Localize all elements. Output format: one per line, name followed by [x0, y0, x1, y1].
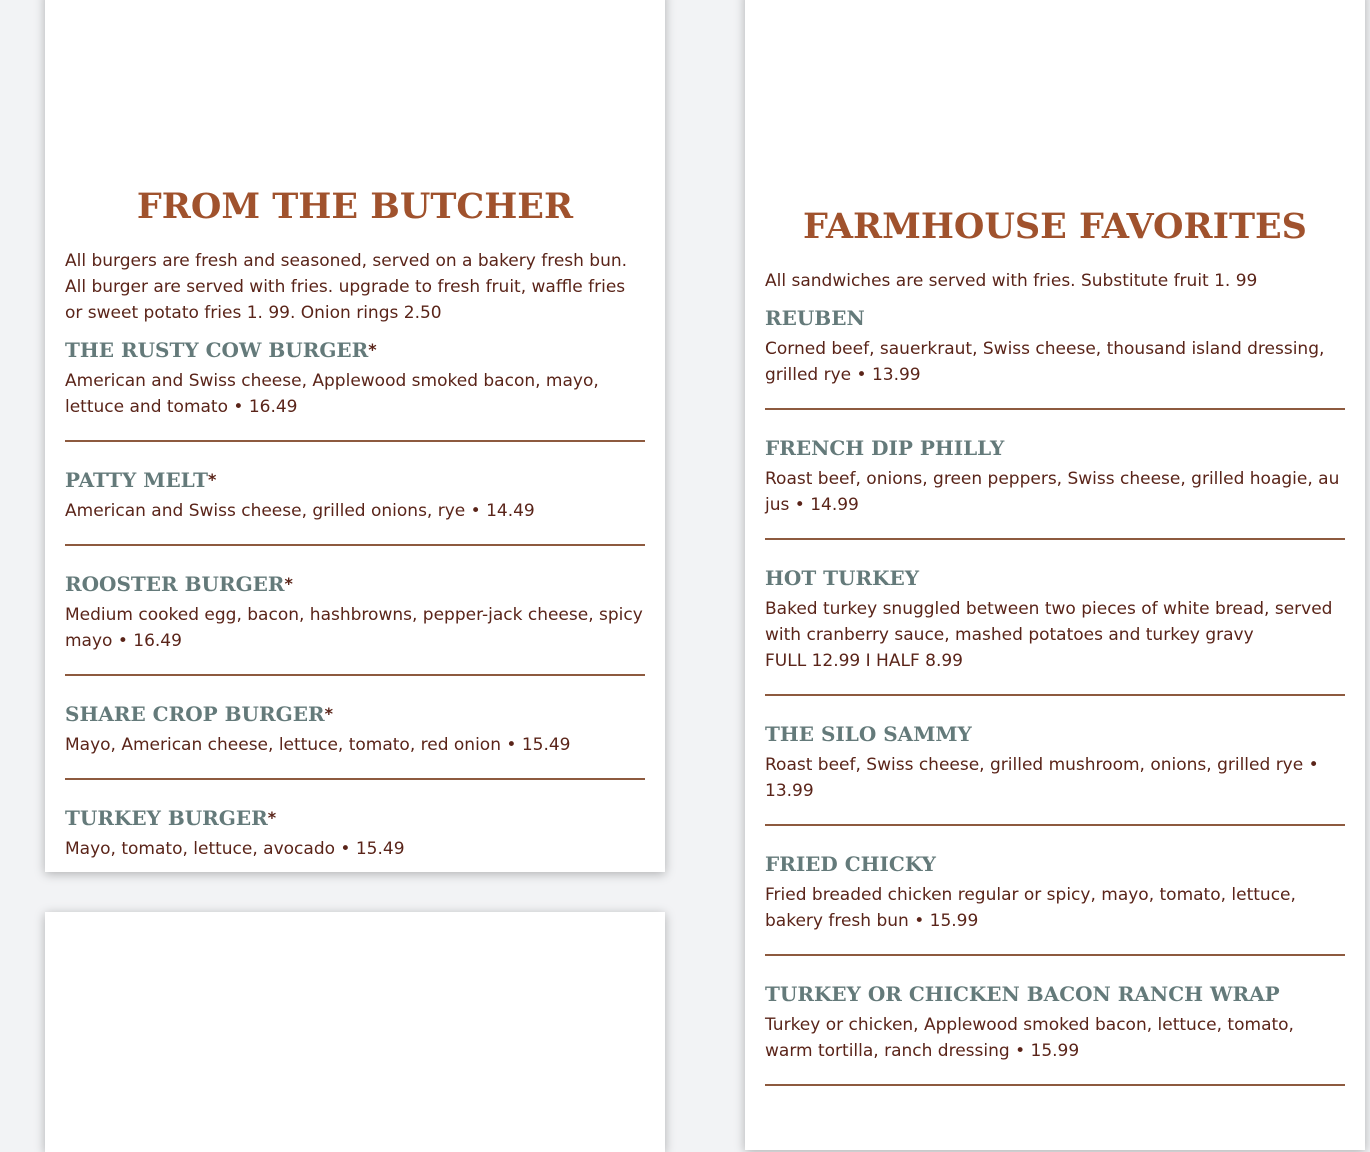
- divider: [65, 544, 645, 546]
- menu-item: [765, 980, 1345, 1064]
- menu-item-description: Mayo, tomato, lettuce, avocado • 15.49: [65, 839, 405, 859]
- menu-item-description: American and Swiss cheese, Applewood smoked bacon, mayo, lettuce and tomato • 16.49: [65, 371, 599, 417]
- menu-card-farmhouse: [745, 0, 1365, 1150]
- menu-card-empty: [45, 912, 665, 1152]
- menu-item-name: TURKEY OR CHICKEN BACON RANCH WRAP: [765, 982, 1280, 1006]
- menu-list-butcher: [65, 336, 645, 862]
- asterisk: *: [267, 808, 277, 827]
- menu-item-name: FRIED CHICKY: [765, 852, 936, 876]
- divider: [765, 694, 1345, 696]
- menu-item: [65, 700, 645, 758]
- menu-item: [765, 564, 1345, 674]
- divider: [765, 538, 1345, 540]
- menu-item: [765, 434, 1345, 518]
- menu-item-description: Baked turkey snuggled between two pieces of white bread, served with cranberry sauce, mashed potatoes and turkey gravy: [765, 599, 1333, 645]
- menu-item-description: Medium cooked egg, bacon, hashbrowns, pepper-jack cheese, spicy mayo • 16.49: [65, 605, 643, 651]
- menu-item: [65, 336, 645, 420]
- menu-item-name: TURKEY BURGER*: [65, 806, 277, 830]
- asterisk: *: [324, 704, 333, 723]
- asterisk: *: [368, 340, 377, 359]
- menu-item: [765, 304, 1345, 388]
- menu-item: [765, 720, 1345, 804]
- menu-item-description: Roast beef, onions, green peppers, Swiss cheese, grilled hoagie, au jus • 14.99: [765, 469, 1340, 515]
- menu-item-description: Turkey or chicken, Applewood smoked bacon, lettuce, tomato, warm tortilla, ranch dressing • 15.99: [765, 1015, 1294, 1061]
- menu-item: [765, 850, 1345, 934]
- menu-item-name: THE SILO SAMMY: [765, 722, 972, 746]
- menu-item-name: THE RUSTY COW BURGER*: [65, 338, 377, 362]
- section-title-farmhouse: FARMHOUSE FAVORITES: [803, 206, 1307, 247]
- section-intro-farmhouse: All sandwiches are served with fries. Substitute fruit 1. 99: [765, 271, 1258, 291]
- divider: [65, 778, 645, 780]
- divider: [765, 954, 1345, 956]
- menu-item: [65, 804, 645, 862]
- menu-item-name: HOT TURKEY: [765, 566, 920, 590]
- menu-item-description: Mayo, American cheese, lettuce, tomato, red onion • 15.49: [65, 735, 571, 755]
- divider: [65, 674, 645, 676]
- menu-item-name: PATTY MELT*: [65, 468, 217, 492]
- asterisk: *: [208, 470, 217, 489]
- menu-item-description: Fried breaded chicken regular or spicy, mayo, tomato, lettuce, bakery fresh bun • 15.99: [765, 885, 1296, 931]
- menu-item: [65, 466, 645, 524]
- asterisk: *: [284, 574, 293, 593]
- divider: [65, 440, 645, 442]
- menu-item-description: Corned beef, sauerkraut, Swiss cheese, thousand island dressing, grilled rye • 13.99: [765, 339, 1325, 385]
- menu-item-price: FULL 12.99 I HALF 8.99: [765, 651, 963, 671]
- menu-item-name: ROOSTER BURGER*: [65, 572, 293, 596]
- divider: [765, 1084, 1345, 1086]
- divider: [765, 408, 1345, 410]
- menu-item-name: SHARE CROP BURGER*: [65, 702, 333, 726]
- menu-item-description: Roast beef, Swiss cheese, grilled mushroom, onions, grilled rye • 13.99: [765, 755, 1319, 801]
- section-intro-butcher: All burgers are fresh and seasoned, served on a bakery fresh bun. All burger are served with fries. upgrade to fresh fruit, waffle fries or sweet potato fries 1. 99. Onion rings 2.50: [65, 251, 628, 323]
- menu-list-farmhouse: [765, 304, 1345, 1110]
- menu-card-butcher: [45, 0, 665, 872]
- menu-item-description: American and Swiss cheese, grilled onions, rye • 14.49: [65, 501, 535, 521]
- section-title-butcher: FROM THE BUTCHER: [136, 186, 574, 227]
- menu-item-name: REUBEN: [765, 306, 865, 330]
- divider: [765, 824, 1345, 826]
- menu-item-name: FRENCH DIP PHILLY: [765, 436, 1005, 460]
- menu-item: [65, 570, 645, 654]
